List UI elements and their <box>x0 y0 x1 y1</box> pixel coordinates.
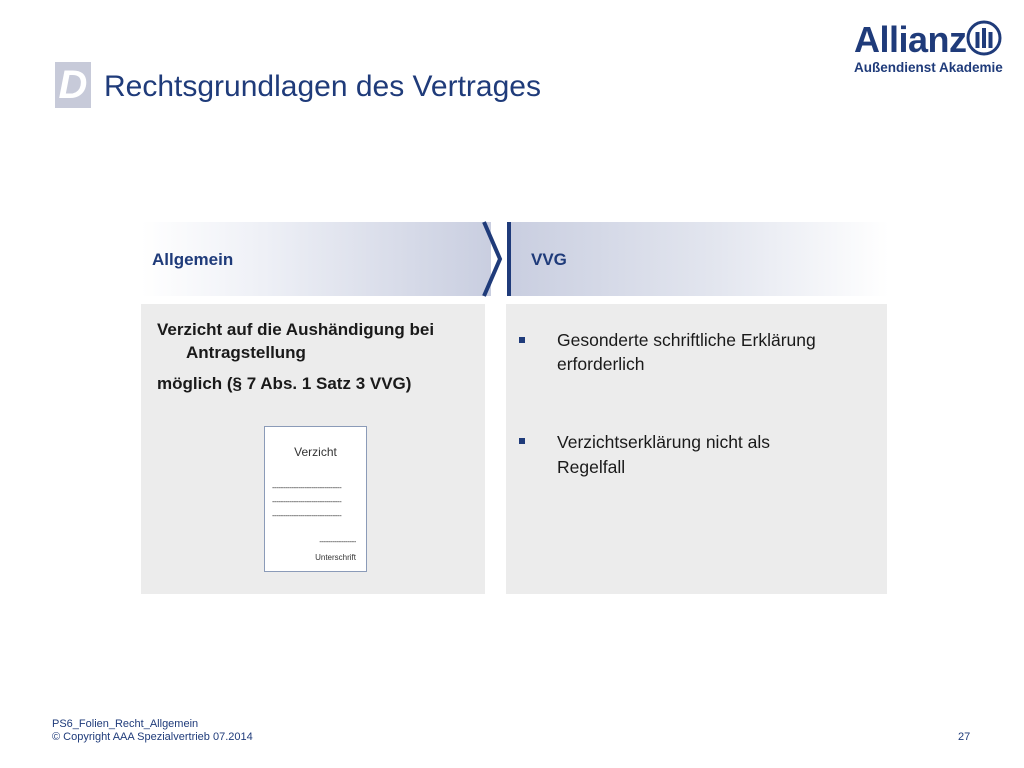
waiver-signature-label: Unterschrift <box>315 553 356 562</box>
waiver-form-line: -------------------------------- <box>272 497 342 506</box>
column-header-vvg <box>509 222 889 296</box>
waiver-form-line: -------------------------------- <box>272 483 342 492</box>
bullet-icon <box>519 438 525 444</box>
waiver-signature-line: ----------------- <box>319 537 356 546</box>
bullet-text: erforderlich <box>557 354 645 374</box>
chevron-right-icon <box>478 220 504 298</box>
bullet-text: Verzichtserklärung nicht als <box>557 432 771 452</box>
statement-line: Verzicht auf die Aushändigung bei <box>157 320 435 339</box>
waiver-form-title: Verzicht <box>294 445 337 459</box>
column-label-allgemein: Allgemein <box>152 250 234 269</box>
column-label-vvg: VVG <box>531 250 567 269</box>
logo-subline: Außendienst Akademie <box>854 60 1003 75</box>
column-header-allgemein <box>141 222 491 296</box>
statement-line: möglich (§ 7 Abs. 1 Satz 3 VVG) <box>157 374 412 393</box>
section-badge: D <box>55 62 91 108</box>
bullet-text: Gesonderte schriftliche Erklärung <box>557 330 816 350</box>
waiver-form-line: -------------------------------- <box>272 511 342 520</box>
bullet-icon <box>519 337 525 343</box>
allianz-logo-wordmark: Allianz <box>854 19 967 60</box>
bullet-text: Regelfall <box>557 457 626 477</box>
page-title: Rechtsgrundlagen des Vertrages <box>104 70 541 103</box>
vvg-divider-bar <box>507 222 511 296</box>
waiver-form-illustration <box>264 426 367 572</box>
allianz-eagle-icon <box>966 20 1002 56</box>
footer-document-name: PS6_Folien_Recht_Allgemein <box>52 718 199 730</box>
footer-page-number: 27 <box>958 731 971 743</box>
statement-line: Antragstellung <box>186 343 306 362</box>
footer-copyright: © Copyright AAA Spezialvertrieb 07.2014 <box>52 731 253 743</box>
